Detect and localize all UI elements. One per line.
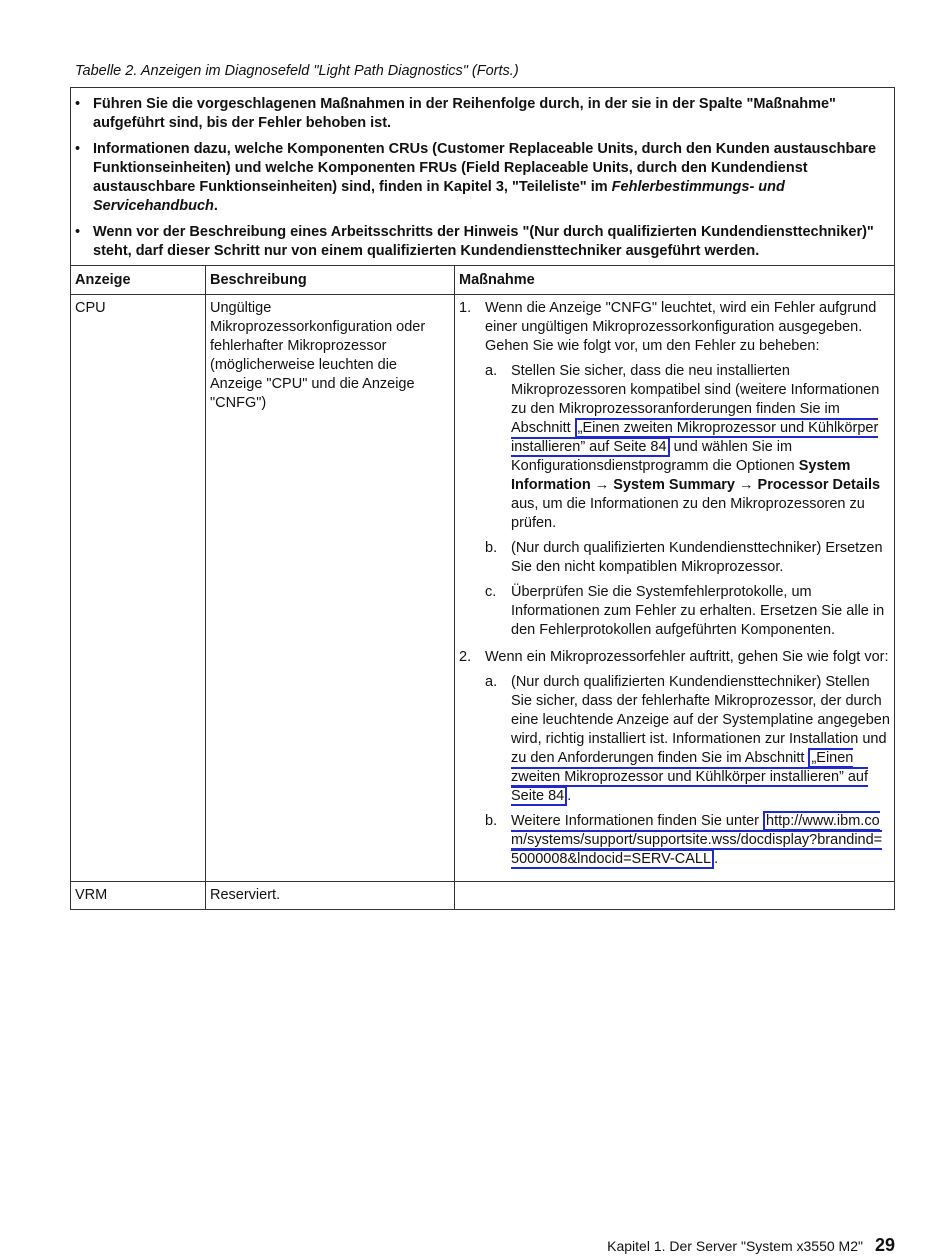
- action-step: 1. Wenn die Anzeige "CNFG" leuchtet, wird ein Fehler aufgrund einer ungültigen Mikroprozessorkonfiguration ausgegeben. Gehen Sie wie folgt vor, um den Fehler zu beheben: a. Stellen Sie sicher, dass die neu installierten Mikroprozessoren kompatibel sind (weitere Informationen zu den Mikroprozessoranforderungen finden Sie im Abschnitt „Einen zweiten Mikroprozessor und Kühlkörper installieren” auf Seite 84 und wählen Sie im Konfigurationsdienstprogramm die Optionen System Information → System Summary → Processor Details aus, um die Informationen zu den Mikroprozessoren zu prüfen. b. (Nur durch qualifizierten Kundendiensttechniker) Ersetzen Sie den nicht kompatiblen Mikroprozessor. c. Überprüfen Sie die Systemfehlerprotokolle, um Informationen zum Fehler zu erhalten. Ersetzen Sie alle in den Fehlerprotokollen aufgeführten Komponenten.: [459, 299, 890, 642]
- table-caption: Tabelle 2. Anzeigen im Diagnosefeld "Light Path Diagnostics" (Forts.): [75, 63, 519, 79]
- intro-note-text: Wenn vor der Beschreibung eines Arbeitsschritts der Hinweis "(Nur durch qualifizierten Kundendiensttechniker)" steht, darf dieser Schritt nur von einem qualifizierten Kundendiensttechniker ausgeführt werden.: [93, 224, 874, 259]
- cell-massnahme: [455, 882, 895, 910]
- table-intro-notes: [71, 88, 894, 266]
- bullet-icon: •: [75, 96, 81, 112]
- cell-beschreibung: Reserviert.: [206, 882, 455, 910]
- header-massnahme: Maßnahme: [455, 266, 895, 295]
- intro-note: [75, 223, 888, 261]
- cross-reference-link[interactable]: „Einen zweiten Mikroprozessor und Kühlkörper installieren” auf Seite 84: [511, 420, 879, 455]
- page-footer: [607, 1236, 895, 1256]
- action-substep: b. Weitere Informationen finden Sie unter http://www.ibm.com/systems/support/supportsite.wss/docdisplay?brandind=5000008&lndocid=SERV-CALL .: [485, 813, 883, 867]
- cell-anzeige: VRM: [71, 882, 206, 910]
- support-url-link[interactable]: http://www.ibm.com/systems/support/supportsite.wss/docdisplay?brandind=5000008&lndocid=SERV-CALL: [511, 813, 883, 867]
- book-title: Fehlerbestimmungs- und Servicehandbuch: [93, 179, 785, 214]
- header-anzeige: Anzeige: [75, 272, 131, 288]
- action-substep: b. (Nur durch qualifizierten Kundendiensttechniker) Ersetzen Sie den nicht kompatiblen Mikroprozessor.: [485, 540, 883, 575]
- table-row: [71, 882, 894, 910]
- header-beschreibung: Beschreibung: [206, 266, 455, 295]
- intro-note-text: Informationen dazu, welche Komponenten CRUs (Customer Replaceable Units, durch den Kunden austauschbare Funktionseinheiten) und welche Komponenten FRUs (Field Replaceable Units, durch den Kundendienst austauschbare Funktionseinheiten) sind, finden in Kapitel 3, "Teileliste" im Fehlerbestimmungs- und Servicehandbuch.: [93, 141, 877, 214]
- intro-note: [75, 95, 888, 133]
- bullet-icon: •: [75, 141, 81, 157]
- action-step: 2. Wenn ein Mikroprozessorfehler auftritt, gehen Sie wie folgt vor: a. (Nur durch qualifizierten Kundendiensttechniker) Stellen Sie sicher, dass der fehlerhafte Mikroprozessor, der durch eine leuchtende Anzeige auf der Systemplatine angegeben wird, richtig installiert ist. Informationen zur Installation und zu den Anforderungen finden Sie im Abschnitt „Einen zweiten Mikroprozessor und Kühlkörper installieren” auf Seite 84 . b. Weitere Informationen finden Sie unter http://www.ibm.com/systems/support/supportsite.wss/docdisplay?brandind=5000008&lndocid=SERV-CALL .: [459, 649, 890, 867]
- action-substep: a. (Nur durch qualifizierten Kundendiensttechniker) Stellen Sie sicher, dass der fehlerhafte Mikroprozessor, der durch eine leuchtende Anzeige auf der Systemplatine angegeben wird, richtig installiert ist. Informationen zur Installation und zu den Anforderungen finden Sie im Abschnitt „Einen zweiten Mikroprozessor und Kühlkörper installieren” auf Seite 84 .: [485, 674, 890, 804]
- diagnostics-table-frame: [70, 87, 895, 910]
- cell-massnahme: [455, 295, 895, 882]
- bullet-icon: •: [75, 224, 81, 240]
- action-substep: c. Überprüfen Sie die Systemfehlerprotokolle, um Informationen zum Fehler zu erhalten. Ersetzen Sie alle in den Fehlerprotokollen aufgeführten Komponenten.: [485, 584, 885, 638]
- page-number: 29: [874, 1235, 895, 1255]
- cross-reference-link[interactable]: „Einen zweiten Mikroprozessor und Kühlkörper installieren” auf Seite 84: [511, 750, 869, 804]
- menu-path: System Information → System Summary → Processor Details: [511, 458, 881, 493]
- diagnostics-table: [71, 266, 894, 909]
- table-row: [71, 295, 894, 882]
- intro-note: [75, 140, 888, 216]
- cell-anzeige: CPU: [71, 295, 206, 882]
- footer-chapter-title: Kapitel 1. Der Server "System x3550 M2": [607, 1238, 863, 1254]
- action-substep: a. Stellen Sie sicher, dass die neu installierten Mikroprozessoren kompatibel sind (weitere Informationen zu den Mikroprozessoranforderungen finden Sie im Abschnitt „Einen zweiten Mikroprozessor und Kühlkörper installieren” auf Seite 84 und wählen Sie im Konfigurationsdienstprogramm die Optionen System Information → System Summary → Processor Details aus, um die Informationen zu den Mikroprozessoren zu prüfen.: [485, 363, 881, 531]
- intro-note-text: Führen Sie die vorgeschlagenen Maßnahmen in der Reihenfolge durch, in der sie in der Spalte "Maßnahme" aufgeführt sind, bis der Fehler behoben ist.: [93, 96, 836, 131]
- table-header-row: [71, 266, 894, 295]
- cell-beschreibung: Ungültige Mikroprozessorkonfiguration oder fehlerhafter Mikroprozessor (möglicherweise leuchten die Anzeige "CPU" und die Anzeige "CNFG"): [206, 295, 455, 882]
